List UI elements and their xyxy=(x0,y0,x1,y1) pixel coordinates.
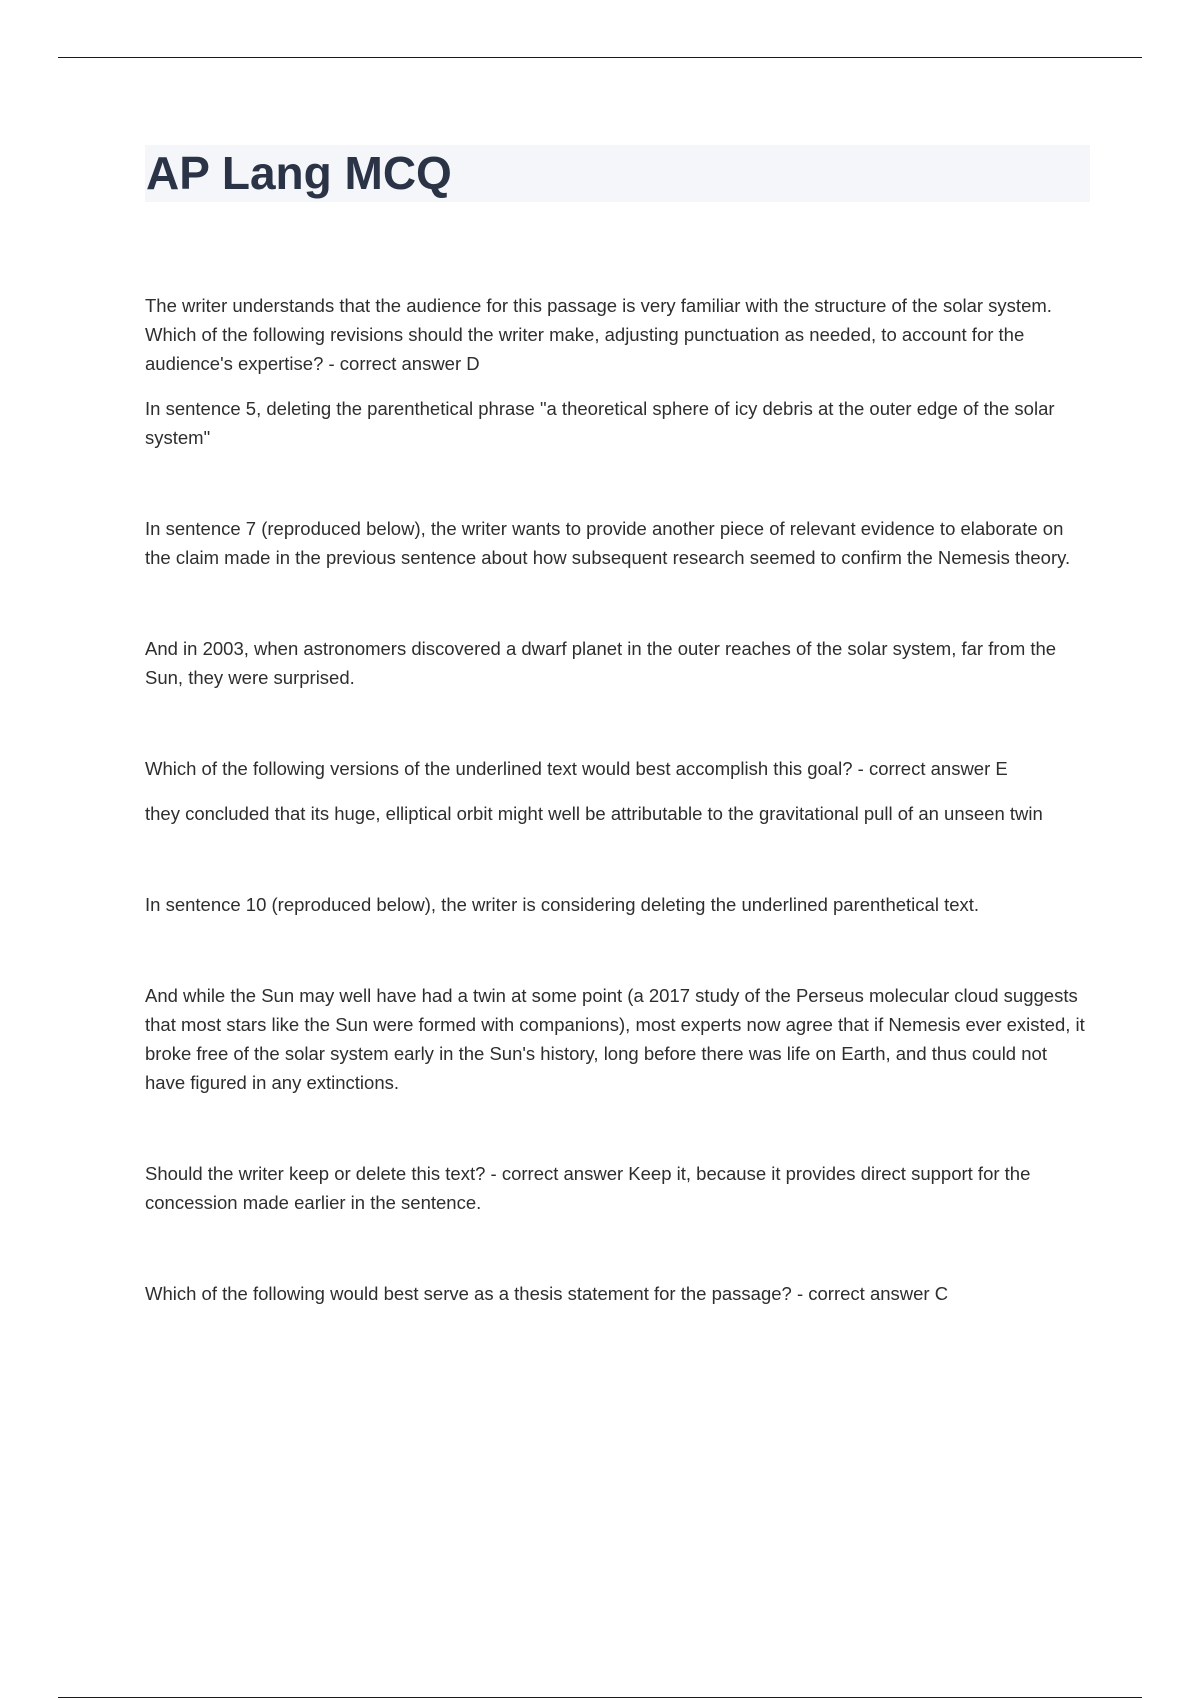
question-3-answer: Should the writer keep or delete this text? - correct answer Keep it, because it provides direct support for the concession made earlier in the sentence. xyxy=(145,1163,1031,1213)
bottom-rule xyxy=(58,1697,1142,1698)
answer-1: In sentence 5, deleting the parenthetical phrase "a theoretical sphere of icy debris at the outer edge of the solar system" xyxy=(145,398,1055,448)
document-body xyxy=(145,291,1090,1308)
answer-2: they concluded that its huge, elliptical orbit might well be attributable to the gravitational pull of an unseen twin xyxy=(145,803,1043,824)
excerpt-sentence-7: And in 2003, when astronomers discovered a dwarf planet in the outer reaches of the solar system, far from the Sun, they were surprised. xyxy=(145,638,1057,688)
question-3: In sentence 10 (reproduced below), the writer is considering deleting the underlined parenthetical text. xyxy=(145,894,980,915)
question-1: The writer understands that the audience for this passage is very familiar with the structure of the solar system. Which of the following revisions should the writer make, adjusting punctuation as needed, to account for the audience's expertise? - correct answer D xyxy=(145,295,1052,374)
question-2: In sentence 7 (reproduced below), the writer wants to provide another piece of relevant evidence to elaborate on the claim made in the previous sentence about how subsequent research seemed to confirm the Nemesis theory. xyxy=(145,518,1071,568)
excerpt-sentence-10: And while the Sun may well have had a twin at some point (a 2017 study of the Perseus molecular cloud suggests that most stars like the Sun were formed with companions), most experts now agree that if Nemesis ever existed, it broke free of the solar system early in the Sun's history, long before there was life on Earth, and thus could not have figured in any extinctions. xyxy=(145,985,1085,1093)
top-rule xyxy=(58,57,1142,58)
question-2-prompt: Which of the following versions of the underlined text would best accomplish this goal? - correct answer E xyxy=(145,758,1008,779)
page-title: AP Lang MCQ xyxy=(146,147,452,199)
question-4: Which of the following would best serve as a thesis statement for the passage? - correct answer C xyxy=(145,1283,949,1304)
